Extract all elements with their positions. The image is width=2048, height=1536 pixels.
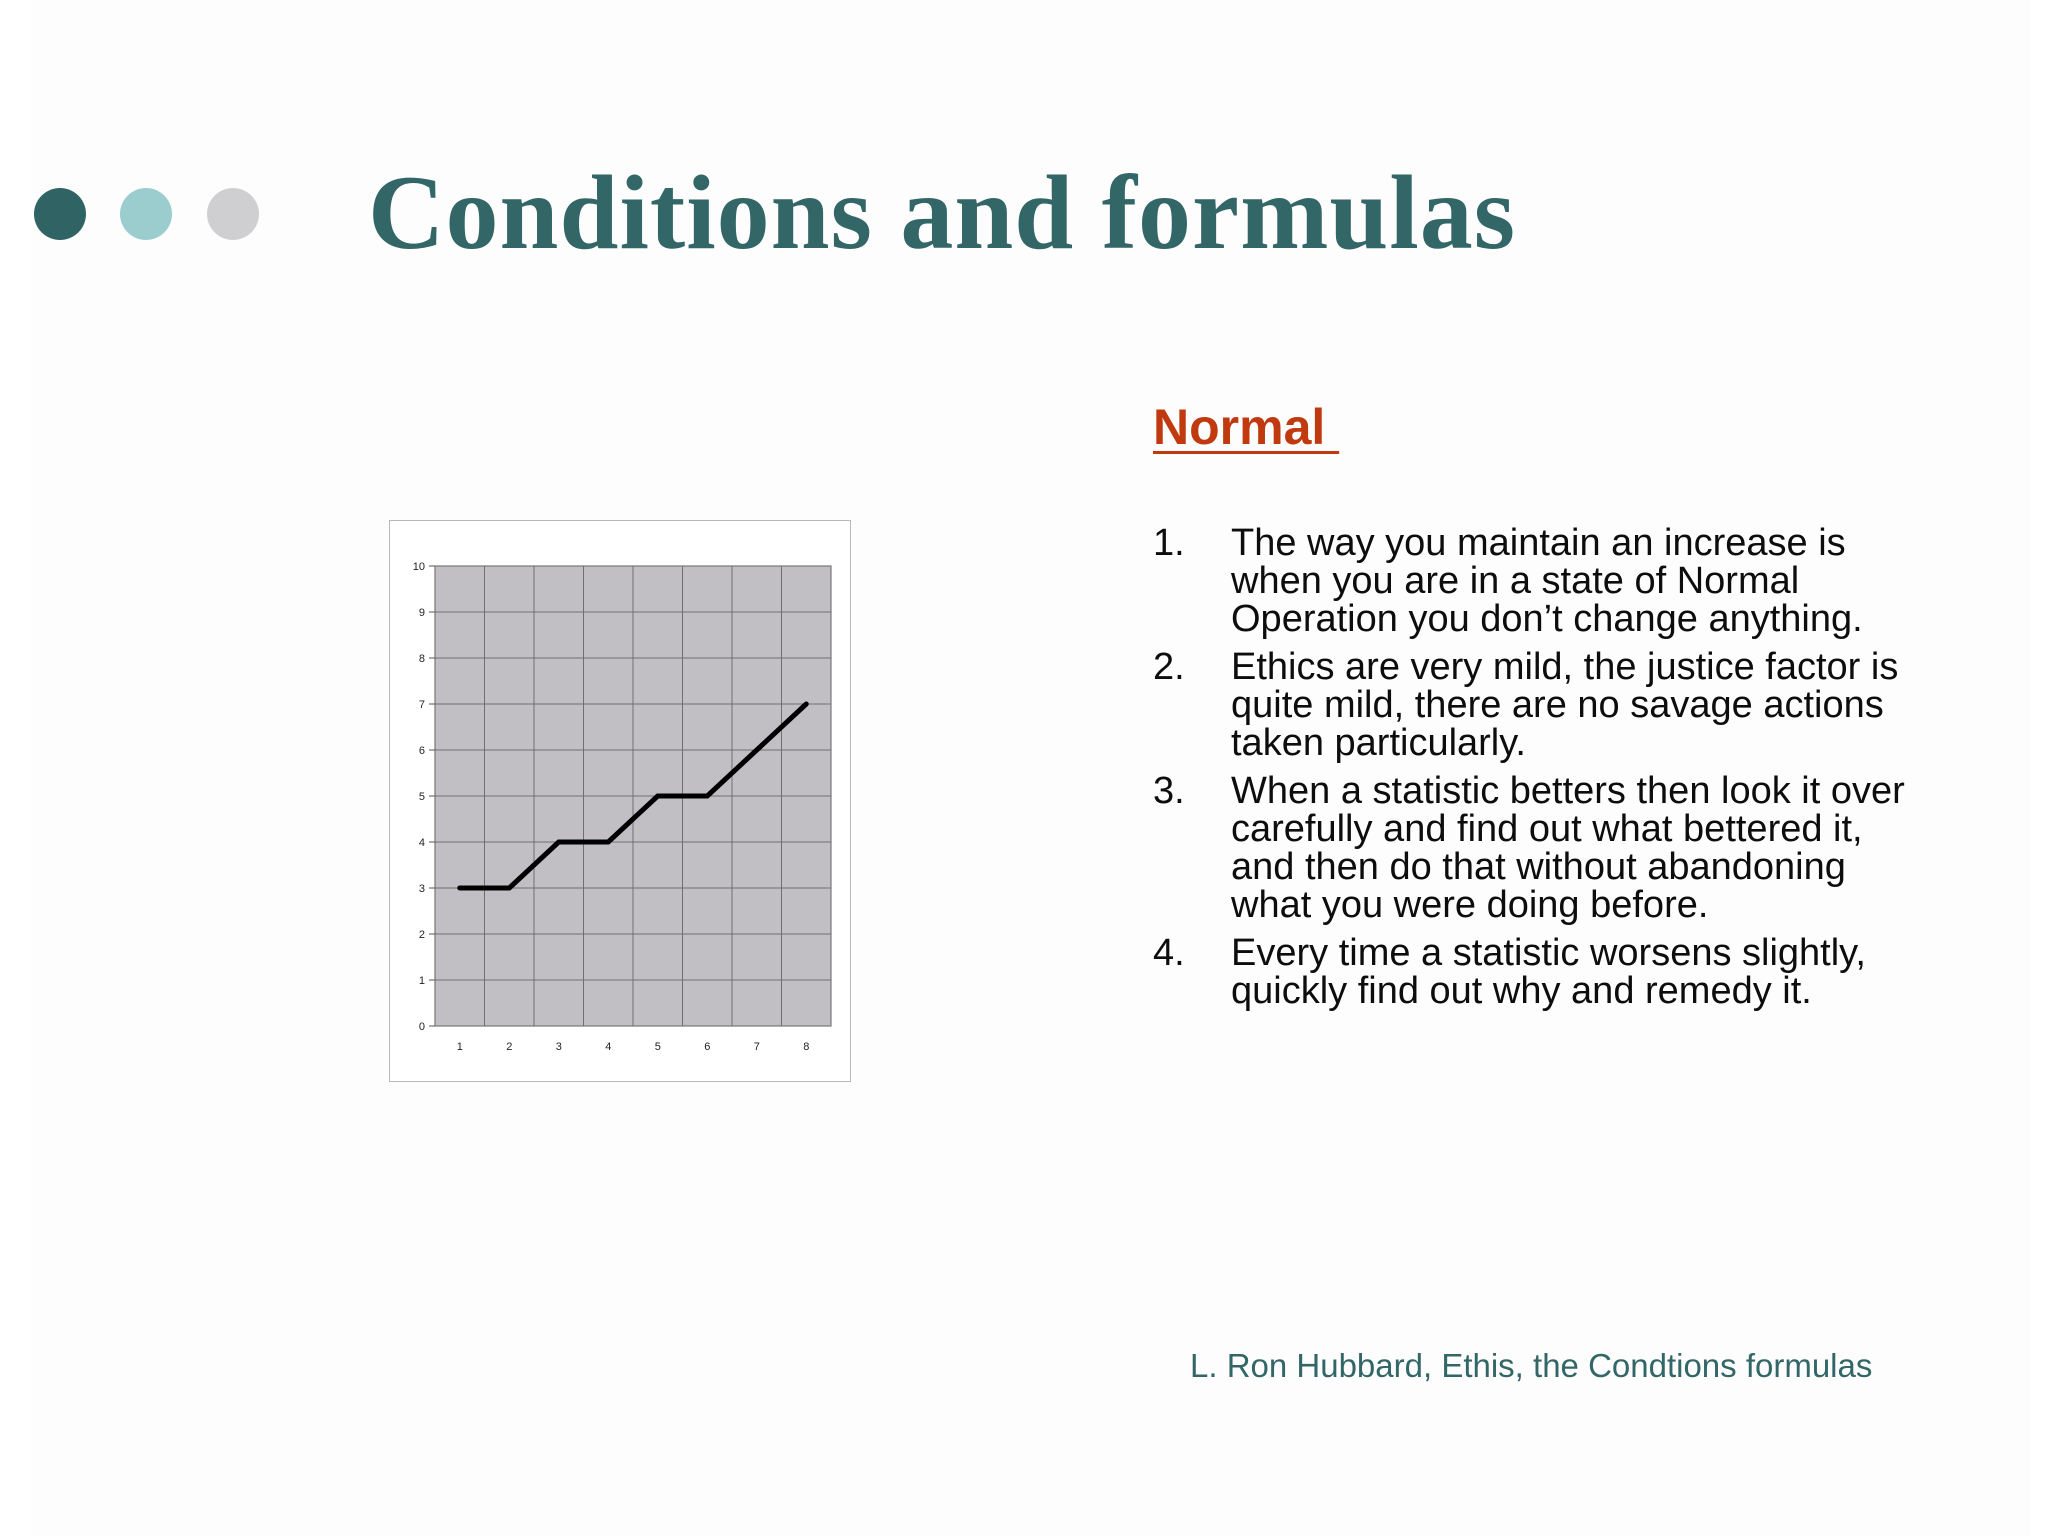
data-point	[457, 886, 462, 891]
decor-dot-gray	[207, 188, 259, 240]
formula-step-2	[1153, 648, 1913, 762]
chart-svg	[390, 521, 850, 1081]
x-tick-label: 1	[456, 1041, 463, 1053]
step-text: Ethics are very mild, the justice factor is quite mild, there are no savage actions taken particularly.	[1231, 646, 1899, 764]
decor-dot-dark	[34, 188, 86, 240]
condition-heading: Normal	[1153, 399, 1340, 455]
step-text: When a statistic betters then look it over carefully and find out what bettered it, and then do that without abandoning what you were doing before.	[1231, 770, 1905, 926]
data-point	[804, 702, 809, 707]
source-credit: L. Ron Hubbard, Ethis, the Condtions formulas	[1190, 1347, 1873, 1384]
data-point	[754, 748, 759, 753]
step-number: 2.	[1153, 646, 1185, 688]
data-point	[606, 840, 611, 845]
x-tick-label: 4	[605, 1041, 612, 1053]
x-tick-label: 6	[704, 1041, 711, 1053]
y-tick-label: 10	[412, 561, 425, 573]
formula-list	[1153, 524, 1913, 1020]
data-point	[655, 794, 660, 799]
y-tick-label: 4	[418, 837, 425, 849]
step-number: 1.	[1153, 522, 1185, 564]
x-tick-label: 5	[654, 1041, 661, 1053]
y-tick-label: 9	[418, 607, 425, 619]
formula-step-4	[1153, 934, 1913, 1010]
data-point	[556, 840, 561, 845]
x-tick-label: 8	[803, 1041, 810, 1053]
y-tick-label: 1	[418, 975, 425, 987]
x-tick-label: 2	[506, 1041, 513, 1053]
step-number: 4.	[1153, 932, 1185, 974]
y-tick-label: 5	[418, 791, 425, 803]
y-tick-label: 3	[418, 883, 425, 895]
formula-step-1	[1153, 524, 1913, 638]
step-number: 3.	[1153, 770, 1185, 812]
y-tick-label: 7	[418, 699, 425, 711]
y-tick-label: 6	[418, 745, 425, 757]
decor-dot-light	[120, 188, 172, 240]
step-text: Every time a statistic worsens slightly, quickly find out why and remedy it.	[1231, 932, 1866, 1012]
data-point	[507, 886, 512, 891]
y-tick-label: 8	[418, 653, 425, 665]
x-tick-label: 7	[753, 1041, 760, 1053]
data-point	[705, 794, 710, 799]
x-tick-label: 3	[555, 1041, 562, 1053]
slide-title: Conditions and formulas	[368, 154, 1517, 271]
statistic-chart	[389, 520, 851, 1082]
y-tick-label: 0	[418, 1021, 425, 1033]
step-text: The way you maintain an increase is when you are in a state of Normal Operation you don’t change anything.	[1231, 522, 1863, 640]
formula-step-3	[1153, 772, 1913, 924]
y-tick-label: 2	[418, 929, 425, 941]
